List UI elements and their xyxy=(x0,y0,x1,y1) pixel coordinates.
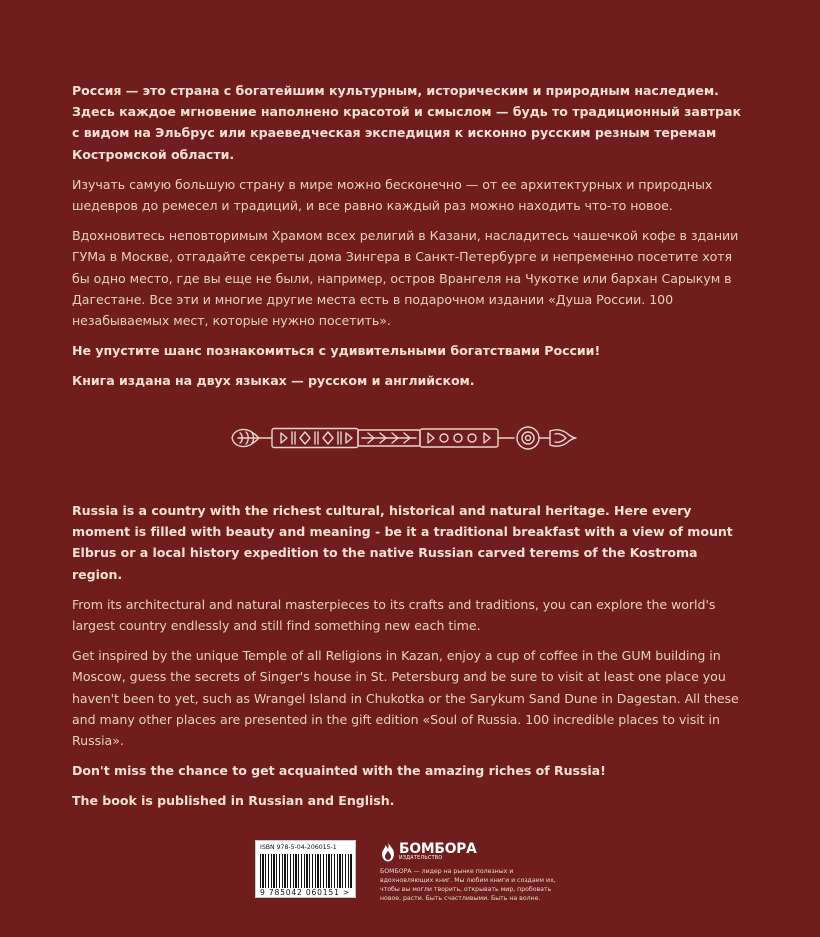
russian-text-section xyxy=(72,80,742,401)
publisher-subtitle: ИЗДАТЕЛЬСТВО xyxy=(399,855,443,861)
carved-spindle-ornament-icon xyxy=(228,421,580,455)
english-paragraph-1: From its architectural and natural masterpieces to its crafts and traditions, you can explore the world's largest country endlessly and still find something new each time. xyxy=(72,596,716,634)
publisher-logo xyxy=(380,839,570,864)
isbn-number: ISBN 978-5-04-206015-1 xyxy=(260,844,337,851)
english-text-section xyxy=(72,500,742,821)
russian-paragraph-2: Вдохновитесь неповторимым Храмом всех религий в Казани, насладитесь чашечкой кофе в здании ГУМа в Москве, отгадайте секреты дома Зингера в Санкт-Петербурге и непременно посетите хотя бы одно место, где вы еще не были, например, остров Врангеля на Чукотке или бархан Сарыкум в Дагестане. Все эти и многие другие места есть в подарочном издании «Душа России. 100 незабываемых мест, которые нужно посетить». xyxy=(72,228,739,329)
isbn-barcode xyxy=(255,840,356,898)
russian-call-to-action: Не упустите шанс познакомиться с удивительными богатствами России! xyxy=(72,343,601,359)
barcode-digits: 9 785042 060151 > xyxy=(260,888,351,897)
russian-languages-note: Книга издана на двух языках — русском и английском. xyxy=(72,373,475,389)
russian-paragraph-1: Изучать самую большую страну в мире можно бесконечно — от ее архитектурных и природных шедевров до ремесел и традиций, и все равно каждый раз можно находить что-то новое. xyxy=(72,176,713,214)
english-call-to-action: Don't miss the chance to get acquainted with the amazing riches of Russia! xyxy=(72,763,606,779)
publisher-description: БОМБОРА — лидер на рынке полезных и вдохновляющих книг. Мы любим книги и создаем их, чтобы вы могли творить, открывать мир, пробовать новое, расти. Быть счастливыми. Быть на волне. xyxy=(380,868,556,902)
barcode-bars xyxy=(260,854,352,888)
publisher-block xyxy=(380,839,570,903)
english-paragraph-2: Get inspired by the unique Temple of all Religions in Kazan, enjoy a cup of coffee in the GUM building in Moscow, guess the secrets of Singer's house in St. Petersburg and be sure to visit at least one place you haven't been to yet, such as Wrangel Island in Chukotka or the Sarykum Sand Dune in Dagestan. All these and many other places are presented in the gift edition «Soul of Russia. 100 incredible places to visit in Russia». xyxy=(72,648,739,749)
publisher-name: БОМБОРА xyxy=(399,840,477,857)
russian-intro: Россия — это страна с богатейшим культурным, историческим и природным наследием. Здесь каждое мгновение наполнено красотой и смыслом — будь то традиционный завтрак с видом на Эльбрус или краеведческая экспедиция к исконно русским резным теремам Костромской области. xyxy=(72,83,741,162)
bombora-flame-logo-icon xyxy=(380,841,396,862)
english-intro: Russia is a country with the richest cultural, historical and natural heritage. Here every moment is filled with beauty and meaning - be it a traditional breakfast with a view of mount Elbrus or a local history expedition to the native Russian carved terems of the Kostroma region. xyxy=(72,503,733,582)
english-languages-note: The book is published in Russian and English. xyxy=(72,793,395,809)
